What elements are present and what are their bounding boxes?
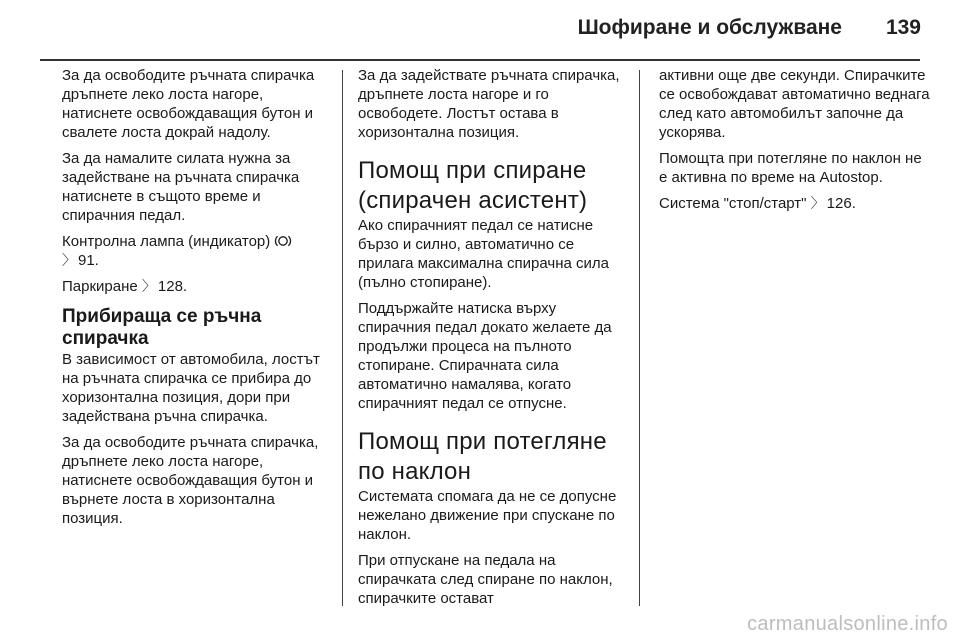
paragraph-autostop: Помощта при потегляне по наклон не е активна по време на Autostop. [659,150,922,186]
paragraph-reduce-force: За да намалите силата нужна за задействане на ръчната спирачка натиснете в същото време и спирачния педал. [62,150,300,224]
paragraph-brake-assist-1: Ако спирачният педал се натисне бързо и силно, автоматично се прилага максимална спирачна сила (пълно стопиране). [358,217,609,291]
paragraph-control-lamp [62,232,334,270]
paragraph-brake-assist-2: Поддържайте натиска върху спирачния педал докато желаете да продължи процеса на пълното стопиране. Спирачната сила автоматично намалява, когато спирачният педал се отпусне. [358,300,612,412]
page-number: 139 [885,16,921,39]
parking-text: Паркиране [62,278,138,295]
paragraph-parking [62,277,334,296]
paragraph-retract-release: За да освободите ръчната спирачка, дръпнете леко лоста нагоре, натиснете освобождаващия бутон и върнете лоста в хоризонтална позиция. [62,434,319,527]
control-lamp-text: Контролна лампа (индикатор) [62,233,271,250]
paragraph-stop-start [659,194,931,213]
column-1 [62,66,334,535]
brake-lamp-icon [274,234,292,248]
page-header [0,0,960,56]
stop-start-ref[interactable]: 126. [826,195,856,212]
column-3 [659,66,931,220]
paragraph-apply-brake: За да задействате ръчната спирачка, дръпнете лоста нагоре и го освободете. Лостът остава в хоризонтална позиция. [358,67,620,141]
parking-ref[interactable]: 128. [157,278,188,295]
paragraph-hill-start-cont: активни още две секунди. Спирачките се освобождават автоматично веднага след като автомобилът започне да ускорява. [659,67,930,141]
heading-brake-assist: Помощ при спиране (спирачен асистент) [358,157,588,214]
control-lamp-ref[interactable]: 91. [78,252,99,269]
paragraph-hill-start-1: Системата спомага да не се допусне нежелано движение при спускане по наклон. [358,488,617,543]
stop-start-text: Система "стоп/старт" [659,195,807,212]
reference-arrow-icon: 〉 [810,195,825,211]
paragraph-hill-start-2: При отпускане на педала на спирачката след спиране по наклон, спирачките остават [358,552,613,607]
reference-arrow-icon: 〉 [62,252,76,268]
watermark: carmanualsonline.info [747,613,948,635]
page-title: Шофиране и обслужване [577,16,842,39]
reference-arrow-icon: 〉 [141,278,156,294]
header-rule [40,59,920,61]
column-divider-1 [342,70,343,606]
heading-retracting-brake: Прибиращa се ръчна спирачка [62,306,262,349]
column-2 [358,66,630,615]
column-divider-2 [639,70,640,606]
paragraph-release-brake: За да освободите ръчната спирачка дръпнете леко лоста нагоре, натиснете освобождаващия бутон и свалете лоста докрай надолу. [62,67,315,141]
heading-hill-start-assist: Помощ при потегляне по наклон [358,428,607,485]
paragraph-retract-desc: В зависимост от автомобила, лостът на ръчната спирачка се прибира до хоризонтална позиция, дори при задействана ръчна спирачка. [62,351,320,425]
